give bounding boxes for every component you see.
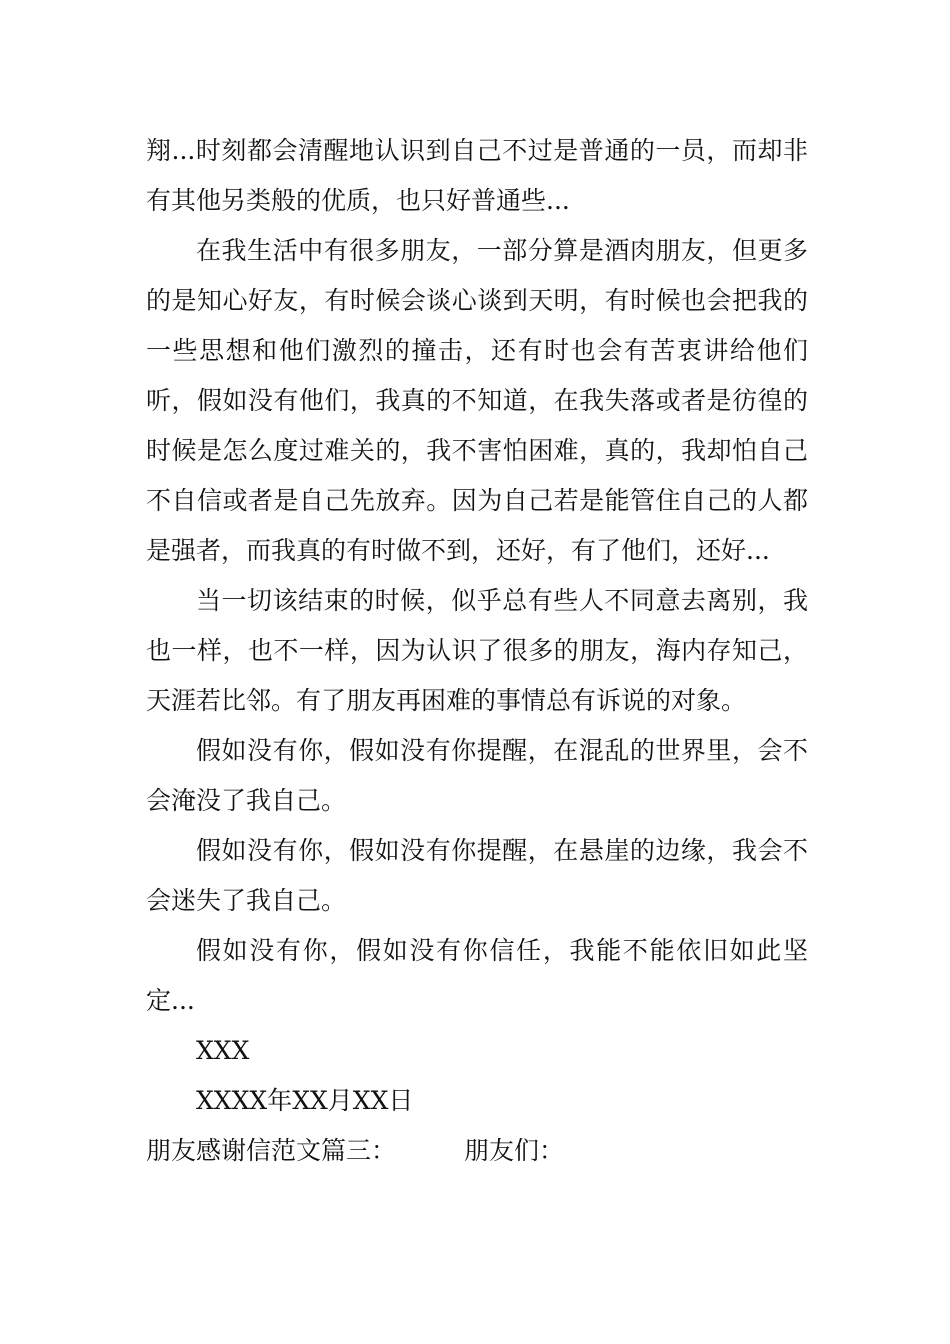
paragraph-remind-chaos: 假如没有你，假如没有你提醒，在混乱的世界里，会不会淹没了我自己。 (146, 736, 808, 815)
next-section-heading (146, 1126, 808, 1176)
next-section-salutation: 朋友们： (464, 1136, 565, 1165)
paragraph-trust: 假如没有你，假如没有你信任，我能不能依旧如此坚定... (146, 936, 808, 1015)
letter-body (146, 126, 808, 1176)
paragraph-remind-cliff: 假如没有你，假如没有你提醒，在悬崖的边缘，我会不会迷失了我自己。 (146, 836, 808, 915)
signature-date: XXXX年XX月XX日 (196, 1086, 414, 1115)
paragraph-friends: 在我生活中有很多朋友，一部分算是酒肉朋友，但更多的是知心好友，有时候会谈心谈到天明，有时候也会把我的一些思想和他们激烈的撞击，还有时也会有苦衷讲给他们听，假如没有他们，我真的不知道，在我失落或者是彷徨的时候是怎么度过难关的，我不害怕困难，真的，我却怕自己不自信或者是自己先放弃。因为自己若是能管住自己的人都是强者，而我真的有时做不到，还好，有了他们，还好... (146, 236, 808, 565)
paragraph-continued: 翔...时刻都会清醒地认识到自己不过是普通的一员，而却非有其他另类般的优质，也只好普通些... (146, 136, 808, 215)
signature-name: XXX (196, 1036, 250, 1065)
paragraph-farewell: 当一切该结束的时候，似乎总有些人不同意去离别，我也一样，也不一样，因为认识了很多的朋友，海内存知己，天涯若比邻。有了朋友再困难的事情总有诉说的对象。 (146, 586, 808, 715)
next-section-title: 朋友感谢信范文篇三： (146, 1136, 397, 1165)
